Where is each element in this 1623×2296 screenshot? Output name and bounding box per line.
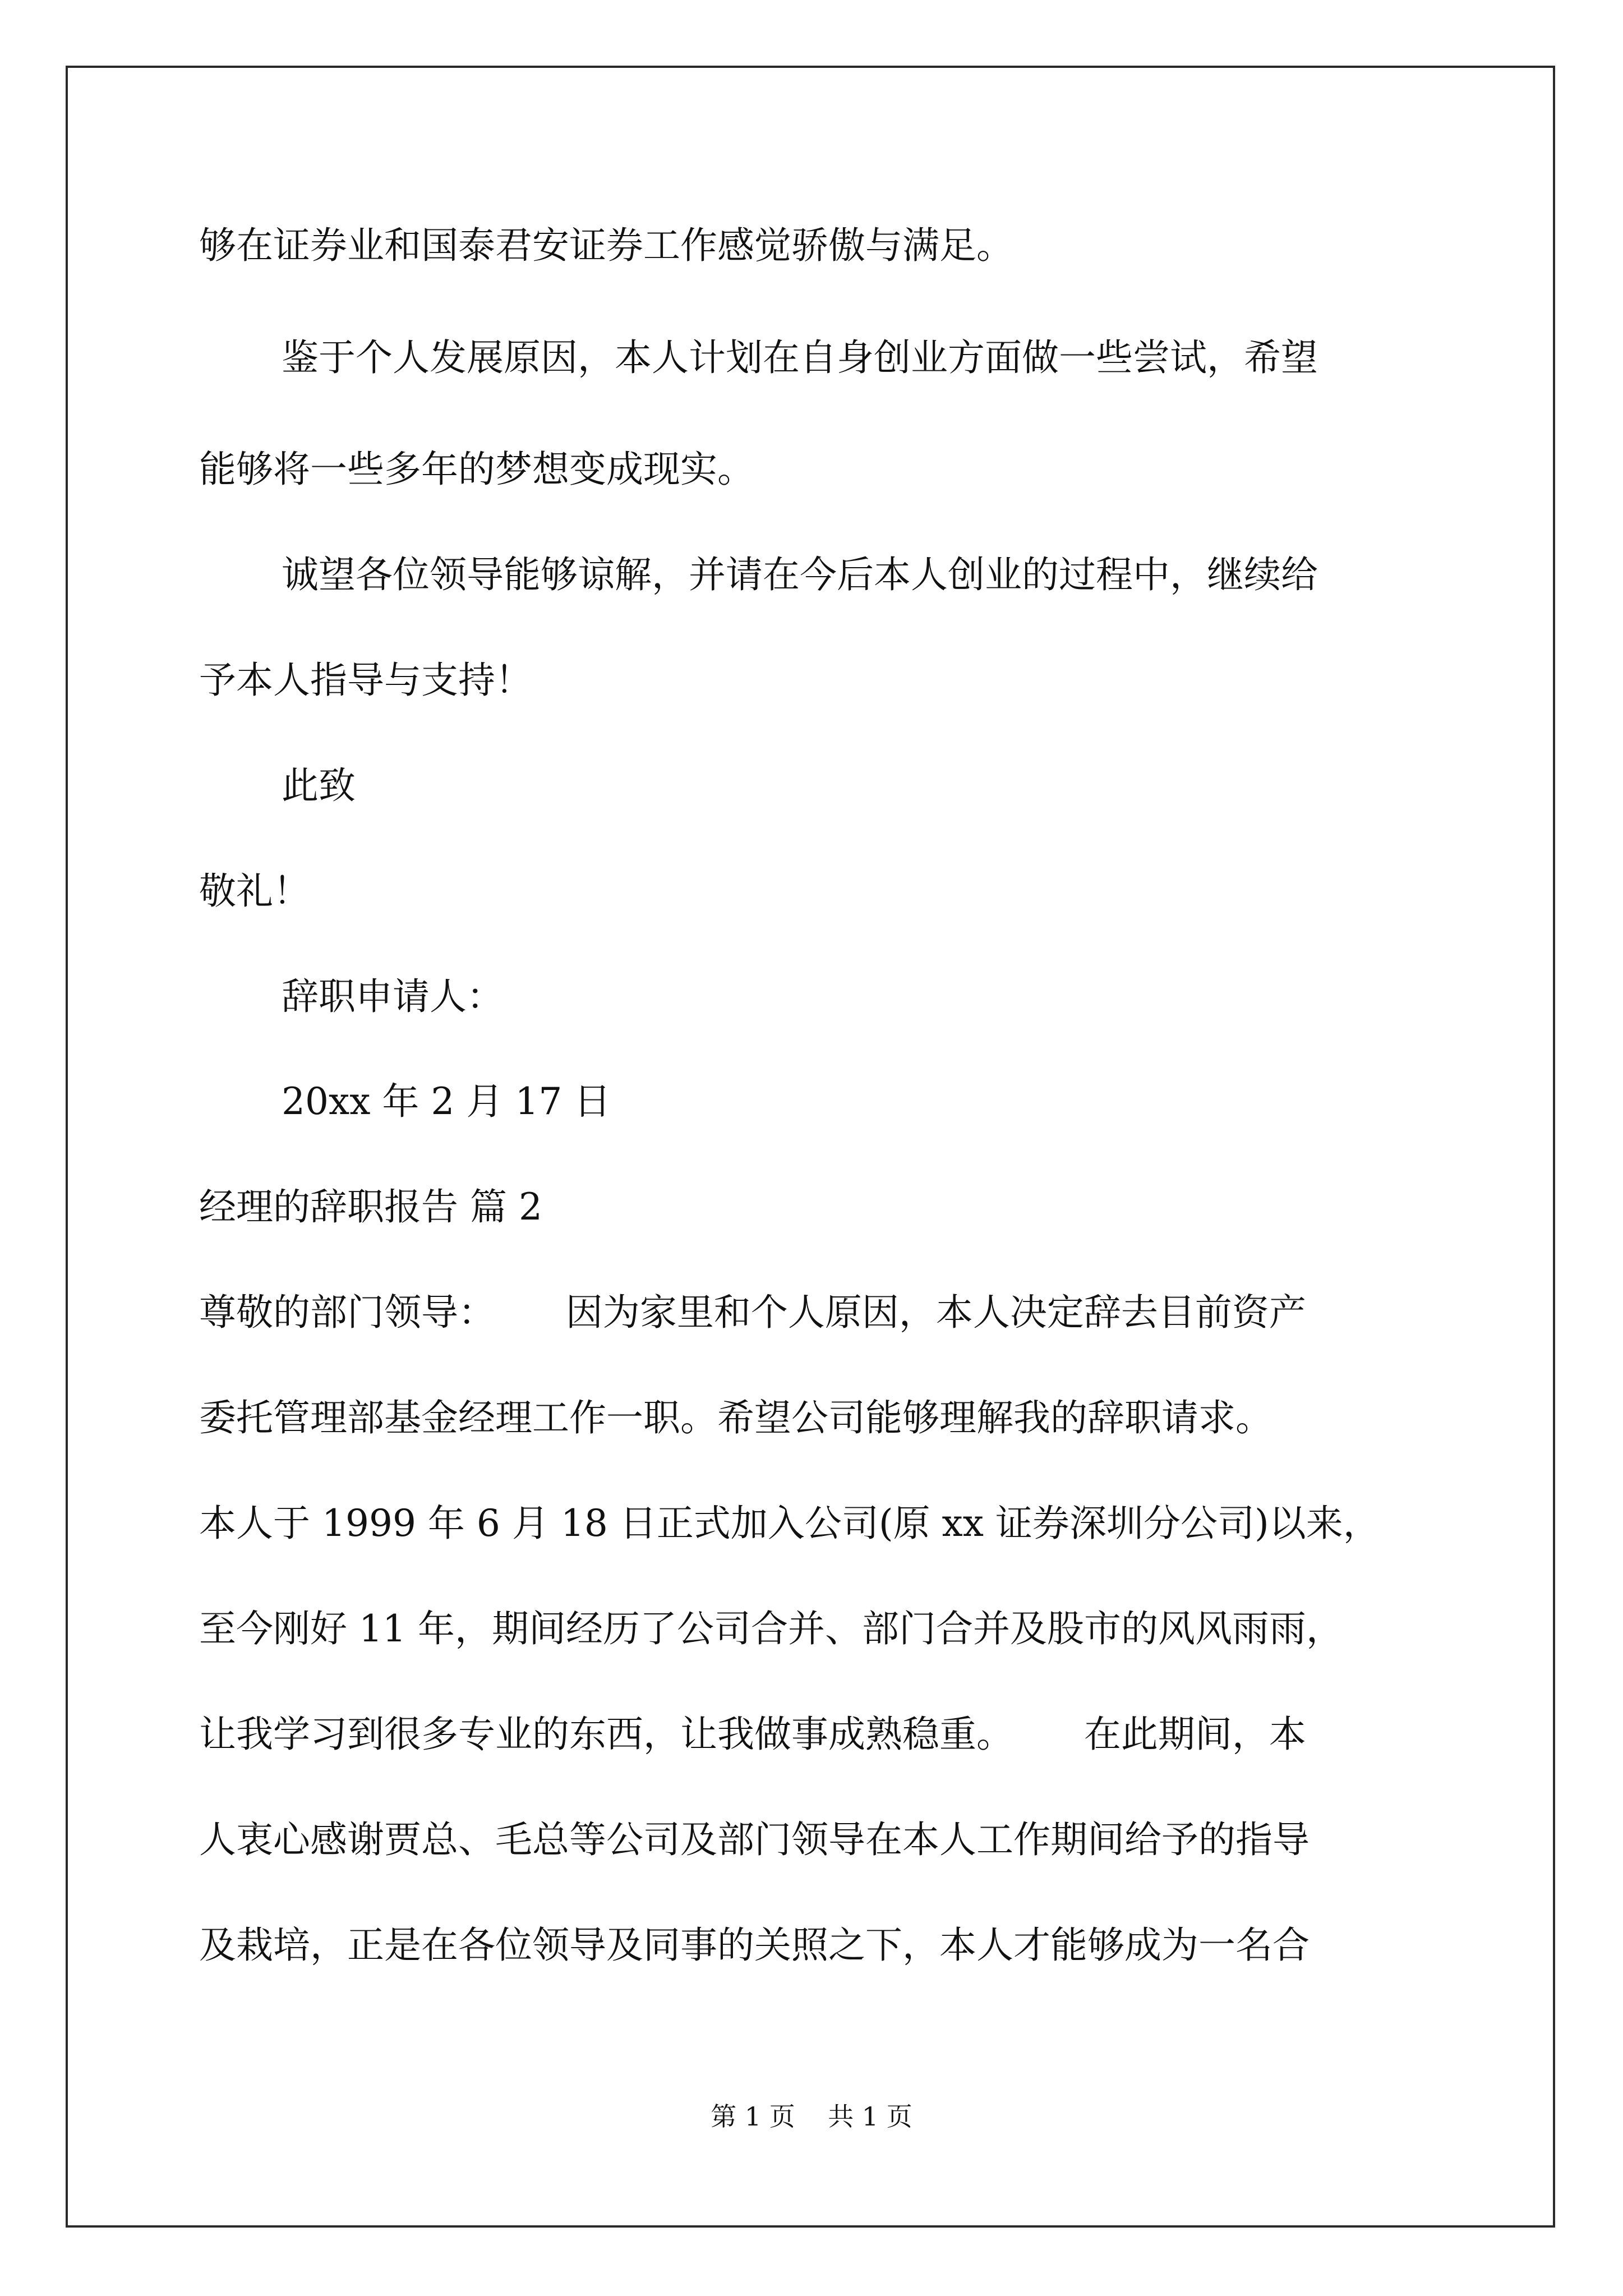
letter-date: 20xx 年 2 月 17 日 (282, 1080, 611, 1123)
signature-label: 辞职申请人： (282, 975, 504, 1018)
section-title: 经理的辞职报告 篇 2 (199, 1185, 542, 1228)
body-line-15: 让我学习到很多专业的东西，让我做事成熟稳重。 在此期间，本 (199, 1713, 1306, 1756)
body-line-13: 本人于 1999 年 6 月 18 日正式加入公司(原 xx 证券深圳分公司)以来， (199, 1502, 1380, 1545)
closing-salutation: 此致 (282, 764, 356, 807)
body-line-17: 及栽培，正是在各位领导及同事的关照之下，本人才能够成为一名合 (199, 1924, 1310, 1967)
body-line-16: 人衷心感谢贾总、毛总等公司及部门领导在本人工作期间给予的指导 (199, 1818, 1310, 1861)
body-line-2: 鉴于个人发展原因，本人计划在自身创业方面做一些尝试，希望 (282, 336, 1318, 379)
body-line-4: 诚望各位领导能够谅解，并请在今后本人创业的过程中，继续给 (282, 553, 1318, 596)
body-line-12: 委托管理部基金经理工作一职。希望公司能够理解我的辞职请求。 (199, 1396, 1272, 1439)
page-footer: 第 1 页 共 1 页 (711, 2101, 912, 2132)
body-line-3: 能够将一些多年的梦想变成现实。 (199, 448, 754, 491)
page-border (66, 66, 1555, 2228)
body-line-14: 至今刚好 11 年，期间经历了公司合并、部门合并及股市的风风雨雨， (199, 1607, 1343, 1650)
closing-regards: 敬礼！ (199, 869, 310, 913)
body-line-1: 够在证券业和国泰君安证券工作感觉骄傲与满足。 (199, 224, 1013, 267)
body-line-11: 尊敬的部门领导： 因为家里和个人原因，本人决定辞去目前资产 (199, 1291, 1306, 1334)
body-line-5: 予本人指导与支持！ (199, 659, 532, 702)
